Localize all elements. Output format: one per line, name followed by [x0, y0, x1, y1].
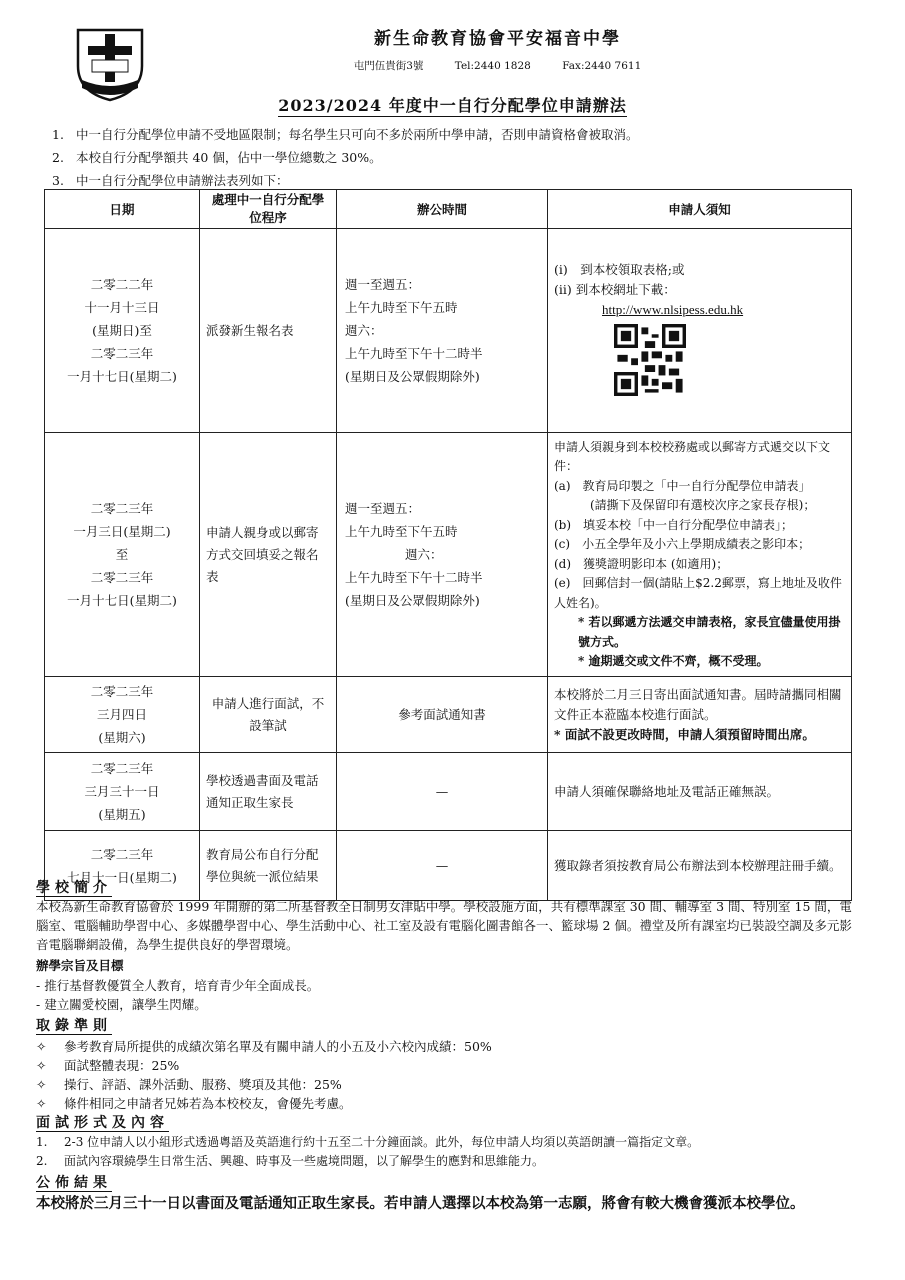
row-date: 二零二三年 七月十一日(星期二) [45, 831, 200, 901]
table-row [45, 753, 852, 831]
diamond-bullet-icon: ✧ [36, 1058, 47, 1073]
intro-item: 3. 中一自行分配學位申請辦法表列如下： [52, 173, 289, 188]
section-heading-result: 公佈結果 [36, 1175, 112, 1191]
criteria-item: ✧ 面試整體表現：25% [36, 1058, 180, 1073]
criteria-item: ✧ 條件相同之申請者兄姊若為本校校友，會優先考慮。 [36, 1096, 352, 1111]
warning-note: * 若以郵遞方法遞交申請表格，家長宜儘量使用掛號方式。 [578, 615, 841, 649]
table-row [45, 229, 852, 433]
qr-code-icon [614, 324, 686, 396]
table-header-row [45, 190, 852, 229]
criteria-item: ✧ 參考教育局所提供的成績次第名單及有關申請人的小五及小六校內成績：50% [36, 1039, 492, 1054]
row-date: 二零二二年 十一月十三日 (星期日)至 二零二三年 一月十七日(星期二) [45, 229, 200, 433]
row-hours: — [337, 831, 548, 901]
table-row [45, 831, 852, 901]
row-hours: 週一至週五： 上午九時至下午五時 週六： 上午九時至下午十二時半 (星期日及公眾假期除外) [337, 433, 548, 677]
row-hours: 週一至週五： 上午九時至下午五時 週六： 上午九時至下午十二時半 (星期日及公眾假期除外) [337, 229, 548, 433]
row-notes: 申請人須確保聯絡地址及電話正確無誤。 [548, 753, 852, 831]
section-heading-about: 學校簡介 [36, 880, 112, 896]
address: 屯門伍貴街3號 [353, 60, 424, 72]
goals-subheading: 辦學宗旨及目標 [36, 958, 124, 973]
row-process: 派發新生報名表 [200, 229, 337, 433]
row-process: 學校透過書面及電話通知正取生家長 [200, 753, 337, 831]
diamond-bullet-icon: ✧ [36, 1096, 47, 1111]
row-notes: 申請人須親身到本校校務處或以郵寄方式遞交以下文件： (a) 教育局印製之「中一自行分配學位申請表」 (請撕下及保留印有選校次序之家長存根)； (b) 填妥本校「中一自行分配學位申請表」； (c) 小五全學年及小六上學期成績表之影印本； (d) 獲獎證明影印本 (如適用)； (e) 回郵信封一個(請貼上$2.2郵票，寫上地址及收件人姓名)。 * 若以郵遞方法遞交申請表格，家長宜儘量使用掛號方式。 * 逾期遞交或文件不齊，概不受理。 [548, 433, 852, 677]
page-title: 2023/2024 年度中一自行分配學位申請辦法 [278, 96, 627, 115]
section-heading-criteria: 取錄準則 [36, 1018, 112, 1034]
row-date: 二零二三年 三月四日 (星期六) [45, 677, 200, 753]
section-heading-interview: 面試形式及內容 [36, 1115, 169, 1131]
interview-item: 2. 面試內容環繞學生日常生活、興趣、時事及一些處境問題，以了解學生的應對和思維能力。 [36, 1154, 545, 1168]
row-date: 二零二三年 一月三日(星期二) 至 二零二三年 一月十七日(星期二) [45, 433, 200, 677]
row-date: 二零二三年 三月三十一日 (星期五) [45, 753, 200, 831]
table-row [45, 677, 852, 753]
result-paragraph: 本校將於三月三十一日以書面及電話通知正取生家長。若申請人選擇以本校為第一志願，將會有較大機會獲派本校學位。 [36, 1195, 805, 1212]
telephone: Tel:2440 1828 [454, 60, 531, 72]
school-website-link[interactable]: http://www.nlsipess.edu.hk [602, 301, 744, 317]
row-hours: — [337, 753, 548, 831]
school-name: 新生命教育協會平安福音中學 [374, 29, 621, 49]
col-header-hours: 辦公時間 [337, 190, 548, 229]
row-process: 申請人進行面試，不設筆試 [200, 677, 337, 753]
goal-item: - 建立關愛校園，讓學生閃耀。 [36, 997, 207, 1012]
col-header-notes: 申請人須知 [548, 190, 852, 229]
application-schedule-table [44, 189, 852, 901]
table-row [45, 433, 852, 677]
row-notes: 本校將於二月三日寄出面試通知書。屆時請攜同相關文件正本蒞臨本校進行面試。 * 面試不設更改時間，申請人須預留時間出席。 [548, 677, 852, 753]
col-header-date: 日期 [45, 190, 200, 229]
interview-item: 1. 2-3 位申請人以小組形式透過粵語及英語進行約十五至二十分鐘面談。此外，每位申請人均須以英語朗讀一篇指定文章。 [36, 1135, 700, 1149]
warning-note: * 面試不設更改時間，申請人須預留時間出席。 [554, 726, 815, 742]
row-notes: 獲取錄者須按教育局公布辦法到本校辦理註冊手續。 [548, 831, 852, 901]
row-notes: (i) 到本校領取表格;或 (ii) 到本校網址下載： http://www.nlsipess.edu.hk [548, 229, 852, 433]
row-hours: 參考面試通知書 [337, 677, 548, 753]
diamond-bullet-icon: ✧ [36, 1077, 47, 1092]
criteria-item: ✧ 操行、評語、課外活動、服務、獎項及其他：25% [36, 1077, 342, 1092]
warning-note: * 逾期遞交或文件不齊，概不受理。 [578, 654, 769, 668]
about-paragraph: 本校為新生命教育協會於 1999 年開辦的第二所基督教全日制男女津貼中學。學校設施方面，共有標準課室 30 間、輔導室 3 間、特別室 15 間，電腦室、電腦輔助學習中心、多媒體學習中心、學生活動中心、社工室及設有電腦化圖書館各一、籃球場 2 個。禮堂及所有課室均已裝設空調及多元影音電腦聯網設備，為學生提供良好的學習環境。 [36, 899, 852, 952]
goal-item: - 推行基督教優質全人教育，培育青少年全面成長。 [36, 978, 320, 993]
fax: Fax:2440 7611 [562, 60, 642, 72]
contact-line [0, 58, 905, 73]
intro-item: 1. 中一自行分配學位申請不受地區限制；每名學生只可向不多於兩所中學申請，否則申請資格會被取消。 [52, 127, 639, 142]
row-process: 教育局公布自行分配學位與統一派位結果 [200, 831, 337, 901]
row-process: 申請人親身或以郵寄方式交回填妥之報名表 [200, 433, 337, 677]
col-header-process: 處理中一自行分配學位程序 [200, 190, 337, 229]
diamond-bullet-icon: ✧ [36, 1039, 47, 1054]
intro-item: 2. 本校自行分配學額共 40 個，佔中一學位總數之 30%。 [52, 150, 382, 165]
